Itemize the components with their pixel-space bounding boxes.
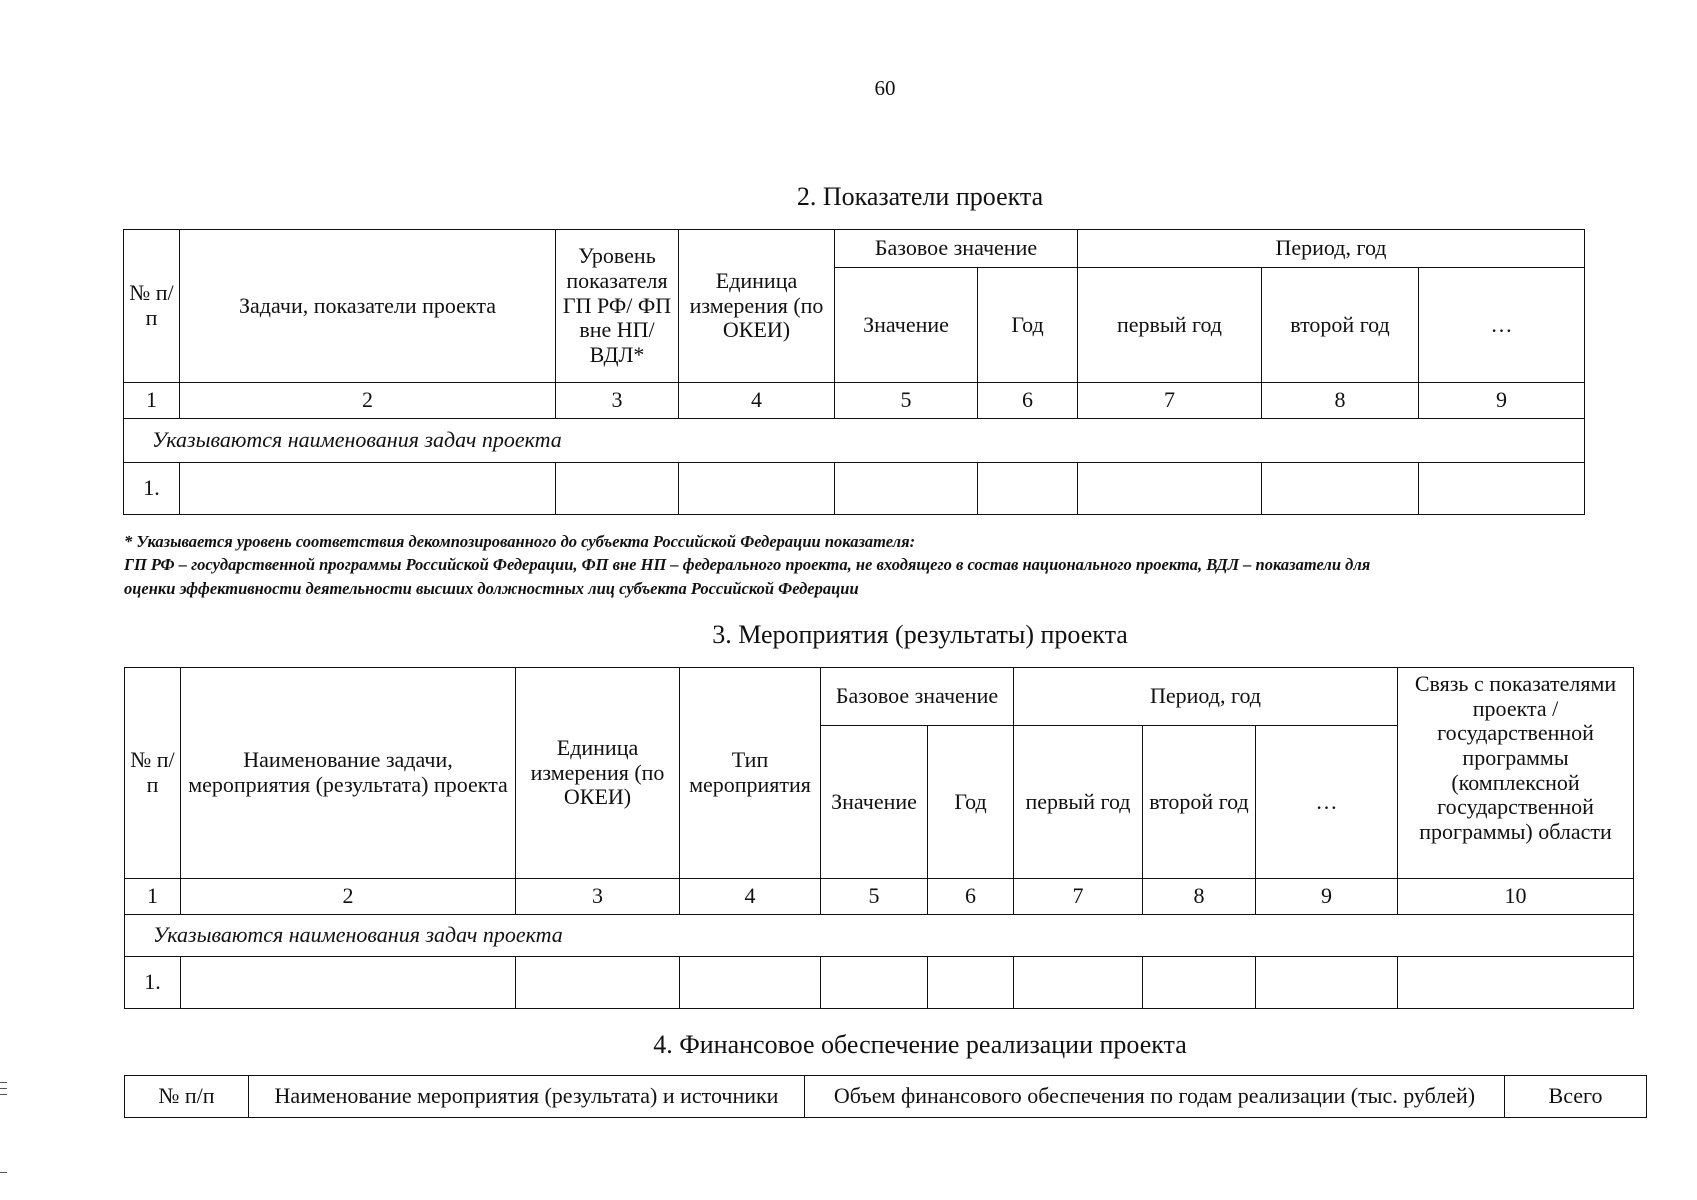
col-header-ellipsis: … [1256,726,1398,879]
footnote [124,530,1604,600]
empty-cell [1014,957,1143,1009]
empty-cell [679,463,835,515]
empty-cell [835,463,978,515]
empty-cell [928,957,1014,1009]
column-number: 3 [516,879,680,915]
column-number: 2 [181,879,516,915]
empty-cell [1398,957,1634,1009]
col-header-unit: Единица измерения (по ОКЕИ) [516,668,680,879]
financing-table [124,1075,1647,1118]
col-header-num: № п/п [125,1076,249,1118]
empty-cell [1143,957,1256,1009]
scan-artifact [0,1082,7,1083]
col-header-period: Период, год [1078,230,1585,268]
column-number: 6 [978,383,1078,419]
col-header-year: Год [978,268,1078,383]
col-header-second-year: второй год [1143,726,1256,879]
task-row: Указываются наименования задач проекта [124,419,1585,463]
column-number: 4 [679,383,835,419]
col-header-total: Всего [1505,1076,1647,1118]
column-number: 8 [1143,879,1256,915]
col-header-type: Тип мероприятия [680,668,821,879]
scan-artifact [0,1094,7,1095]
col-header-ellipsis: … [1419,268,1585,383]
empty-cell [1419,463,1585,515]
column-number: 3 [556,383,679,419]
col-header-volume: Объем финансового обеспечения по годам реализации (тыс. рублей) [805,1076,1505,1118]
col-header-num: № п/п [124,230,180,383]
scan-artifact [0,1172,7,1173]
row-number: 1. [125,957,181,1009]
empty-cell [181,957,516,1009]
empty-cell [556,463,679,515]
column-number: 7 [1078,383,1262,419]
empty-cell [821,957,928,1009]
col-header-first-year: первый год [1078,268,1262,383]
empty-cell [680,957,821,1009]
empty-cell [1262,463,1419,515]
column-number: 9 [1256,879,1398,915]
col-header-tasks: Задачи, показатели проекта [180,230,556,383]
col-header-name: Наименование мероприятия (результата) и источники [249,1076,805,1118]
column-number: 8 [1262,383,1419,419]
page-number: 60 [874,76,896,100]
col-header-link: Связь с показателями проекта / государственной программы (комплексной государственной программы) области [1398,668,1634,879]
column-number: 1 [125,879,181,915]
scan-artifact [0,1088,7,1089]
empty-cell [516,957,680,1009]
col-header-base: Базовое значение [821,668,1014,726]
col-header-base: Базовое значение [835,230,1078,268]
column-number: 9 [1419,383,1585,419]
activities-table [124,667,1634,1009]
column-number: 5 [835,383,978,419]
empty-cell [180,463,556,515]
empty-cell [1256,957,1398,1009]
col-header-second-year: второй год [1262,268,1419,383]
footnote-line: оценки эффективности деятельности высших должностных лиц субъекта Российской Федерации [124,578,859,598]
col-header-level: Уровень показателя ГП РФ/ ФП вне НП/ ВДЛ* [556,230,679,383]
column-number: 10 [1398,879,1634,915]
task-row: Указываются наименования задач проекта [125,915,1634,957]
column-number: 1 [124,383,180,419]
col-header-value: Значение [835,268,978,383]
column-number: 4 [680,879,821,915]
column-number: 7 [1014,879,1143,915]
col-header-num: № п/п [125,668,181,879]
col-header-year: Год [928,726,1014,879]
row-number: 1. [124,463,180,515]
col-header-period: Период, год [1014,668,1398,726]
section-2-title: 2. Показатели проекта [796,182,1044,211]
col-header-value: Значение [821,726,928,879]
section-4-title: 4. Финансовое обеспечение реализации проекта [653,1030,1187,1059]
col-header-name: Наименование задачи, мероприятия (результата) проекта [181,668,516,879]
footnote-line: ГП РФ – государственной программы Российской Федерации, ФП вне НП – федерального проекта, не входящего в состав национального проекта, ВДЛ – показатели для [124,555,1371,575]
footnote-line: * Указывается уровень соответствия декомпозированного до субъекта Российской Федерации показателя: [124,532,916,551]
section-3-title: 3. Мероприятия (результаты) проекта [712,620,1128,649]
column-number: 6 [928,879,1014,915]
column-number: 2 [180,383,556,419]
col-header-unit: Единица измерения (по ОКЕИ) [679,230,835,383]
col-header-first-year: первый год [1014,726,1143,879]
column-number: 5 [821,879,928,915]
indicators-table [123,229,1585,515]
empty-cell [1078,463,1262,515]
empty-cell [978,463,1078,515]
